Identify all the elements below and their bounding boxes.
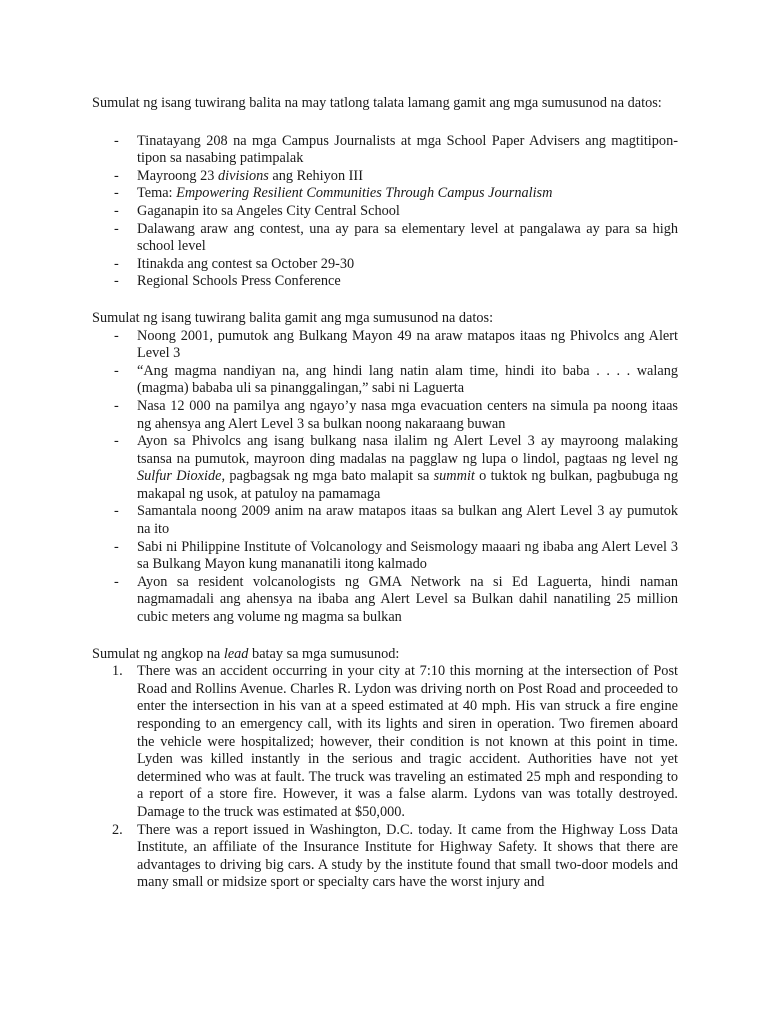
list-item: - Tema: Empowering Resilient Communities Through Campus Journalism: [92, 185, 678, 203]
document-body: [92, 95, 678, 892]
section3-intro: Sumulat ng angkop na lead batay sa mga sumusunod:: [92, 645, 400, 662]
list-item: - Sabi ni Philippine Institute of Volcanology and Seismology maaari ng ibaba ang Alert Level 3 sa Bulkang Mayon kung mananatili itong kalmado: [92, 539, 678, 574]
list-item: - Ayon sa Phivolcs ang isang bulkang nasa ilalim ng Alert Level 3 ay mayroong malaking tsansa na pumutok, mayroon ding madalas na pagglaw ng lupa o lindol, pagtaas ng level ng Sulfur Dioxide, pagbagsak ng mga bato malapit sa summit o tuktok ng bulkan, pagbubuga ng makapal ng usok, at patuloy na pamamaga: [92, 433, 678, 503]
list-item: - Nasa 12 000 na pamilya ang ngayo’y nasa mga evacuation centers na simula pa noong itaas ng ahensya ang Alert Level 3 sa bulkan noong nakaraang buwan: [92, 398, 678, 433]
list-item: - Noong 2001, pumutok ang Bulkang Mayon 49 na araw matapos itaas ng Phivolcs ang Alert Level 3: [92, 328, 678, 363]
list-item: - Regional Schools Press Conference: [92, 273, 678, 291]
list-item: - Dalawang araw ang contest, una ay para sa elementary level at pangalawa ay para sa high school level: [92, 221, 678, 256]
list-item: - Tinatayang 208 na mga Campus Journalists at mga School Paper Advisers ang magtitipon-tipon sa nasabing patimpalak: [92, 133, 678, 168]
list-item: - Samantala noong 2009 anim na araw matapos itaas sa bulkan ang Alert Level 3 ay pumutok na ito: [92, 503, 678, 538]
list-item: - Ayon sa resident volcanologists ng GMA Network na si Ed Laguerta, hindi naman nagmamadali ang ahensya na ibaba ang Alert Level sa Bulkan dahil nanatiling 25 million cubic meters ang volume ng magma sa bulkan: [92, 574, 678, 627]
section3-list: [92, 663, 678, 892]
section1-list: [92, 133, 678, 291]
list-item: - Gaganapin ito sa Angeles City Central School: [92, 203, 678, 221]
list-item: 1. There was an accident occurring in your city at 7:10 this morning at the intersection of Post Road and Rollins Avenue. Charles R. Lydon was driving north on Post Road and proceeded to enter the intersection in his van at a speed estimated at 40 mph. His van struck a fire engine responding to an emergency call, with its lights and siren in operation. Two firemen aboard the vehicle were hospitalized; however, their condition is not known at this point in time. Lyden was killed instantly in the serious and tragic accident. Authorities have not yet determined who was at fault. The truck was traveling an estimated 25 mph and responding to a report of a store fire. However, it was a false alarm. Lydons van was totally destroyed. Damage to the truck was estimated at $50,000.: [112, 663, 678, 820]
list-item: - “Ang magma nandiyan na, ang hindi lang natin alam time, hindi ito baba . . . . walang (magma) bababa uli sa pinanggalingan,” sabi ni Laguerta: [92, 363, 678, 398]
list-item: 2. There was a report issued in Washington, D.C. today. It came from the Highway Loss Data Institute, an affiliate of the Insurance Institute for Highway Safety. It shows that there are advantages to driving big cars. A study by the institute found that small two-door models and many small or midsize sport or specialty cars have the worst injury and: [112, 821, 678, 891]
section2-list: [92, 328, 678, 627]
item-number: 1.: [112, 663, 123, 680]
section1-intro: Sumulat ng isang tuwirang balita na may tatlong talata lamang gamit ang mga sumusunod na datos:: [92, 95, 662, 111]
section2-intro: Sumulat ng isang tuwirang balita gamit ang mga sumusunod na datos:: [92, 309, 494, 326]
list-item: - Mayroong 23 divisions ang Rehiyon III: [92, 168, 678, 186]
list-item: - Itinakda ang contest sa October 29-30: [92, 256, 678, 274]
item-number: 2.: [112, 821, 123, 838]
